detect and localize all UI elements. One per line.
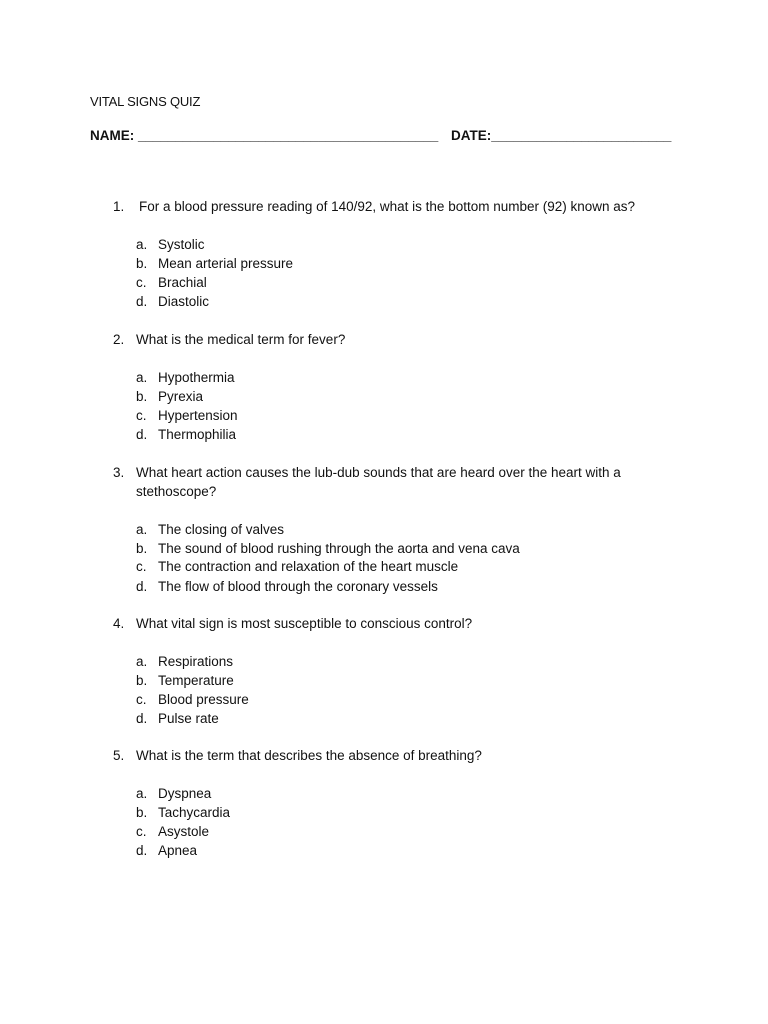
option-text[interactable]: Asystole <box>158 824 210 839</box>
option-text[interactable]: The sound of blood rushing through the aorta and vena cava <box>158 541 520 556</box>
option-letter: a. <box>136 370 148 385</box>
option-letter: b. <box>136 805 148 820</box>
option-letter: c. <box>136 408 147 423</box>
option-letter: b. <box>136 256 148 271</box>
question-text-continued: stethoscope? <box>136 484 217 499</box>
question-number: 3. <box>113 465 125 480</box>
option-letter: a. <box>136 786 148 801</box>
option-letter: b. <box>136 673 148 688</box>
question-text: What heart action causes the lub-dub sounds that are heard over the heart with a <box>136 465 621 480</box>
option-letter: c. <box>136 275 147 290</box>
option-letter: d. <box>136 843 148 858</box>
question-number: 2. <box>113 332 125 347</box>
option-letter: d. <box>136 711 148 726</box>
option-text[interactable]: Hypertension <box>158 408 238 423</box>
option-letter: c. <box>136 692 147 707</box>
option-text[interactable]: Temperature <box>158 673 234 688</box>
option-text[interactable]: The contraction and relaxation of the heart muscle <box>158 559 459 574</box>
option-text[interactable]: Diastolic <box>158 294 210 309</box>
date-field[interactable]: DATE:________________________ <box>451 128 672 143</box>
option-letter: d. <box>136 427 148 442</box>
option-text[interactable]: The closing of valves <box>158 522 285 537</box>
option-text[interactable]: Systolic <box>158 237 205 252</box>
question-text: What is the medical term for fever? <box>136 332 346 347</box>
question-text: For a blood pressure reading of 140/92, what is the bottom number (92) known as? <box>139 199 636 214</box>
option-text[interactable]: Thermophilia <box>158 427 237 442</box>
option-letter: b. <box>136 541 148 556</box>
question-text: What vital sign is most susceptible to conscious control? <box>136 616 473 631</box>
option-text[interactable]: Brachial <box>158 275 207 290</box>
option-text[interactable]: Tachycardia <box>158 805 231 820</box>
option-letter: d. <box>136 294 148 309</box>
option-text[interactable]: Mean arterial pressure <box>158 256 294 271</box>
option-letter: a. <box>136 654 148 669</box>
question-number: 1. <box>113 199 125 214</box>
option-letter: a. <box>136 522 148 537</box>
page-title: VITAL SIGNS QUIZ <box>90 94 201 109</box>
option-text[interactable]: Pyrexia <box>158 389 204 404</box>
option-text[interactable]: Dyspnea <box>158 786 212 801</box>
question-number: 4. <box>113 616 125 631</box>
option-letter: a. <box>136 237 148 252</box>
option-letter: b. <box>136 389 148 404</box>
option-letter: c. <box>136 824 147 839</box>
option-text[interactable]: Hypothermia <box>158 370 235 385</box>
option-letter: c. <box>136 559 147 574</box>
option-text[interactable]: The flow of blood through the coronary vessels <box>158 579 438 594</box>
name-field[interactable]: NAME: ________________________________________ <box>90 128 439 143</box>
question-text: What is the term that describes the absence of breathing? <box>136 748 482 763</box>
option-text[interactable]: Pulse rate <box>158 711 219 726</box>
option-letter: d. <box>136 579 148 594</box>
option-text[interactable]: Blood pressure <box>158 692 249 707</box>
option-text[interactable]: Apnea <box>158 843 198 858</box>
option-text[interactable]: Respirations <box>158 654 234 669</box>
question-number: 5. <box>113 748 125 763</box>
